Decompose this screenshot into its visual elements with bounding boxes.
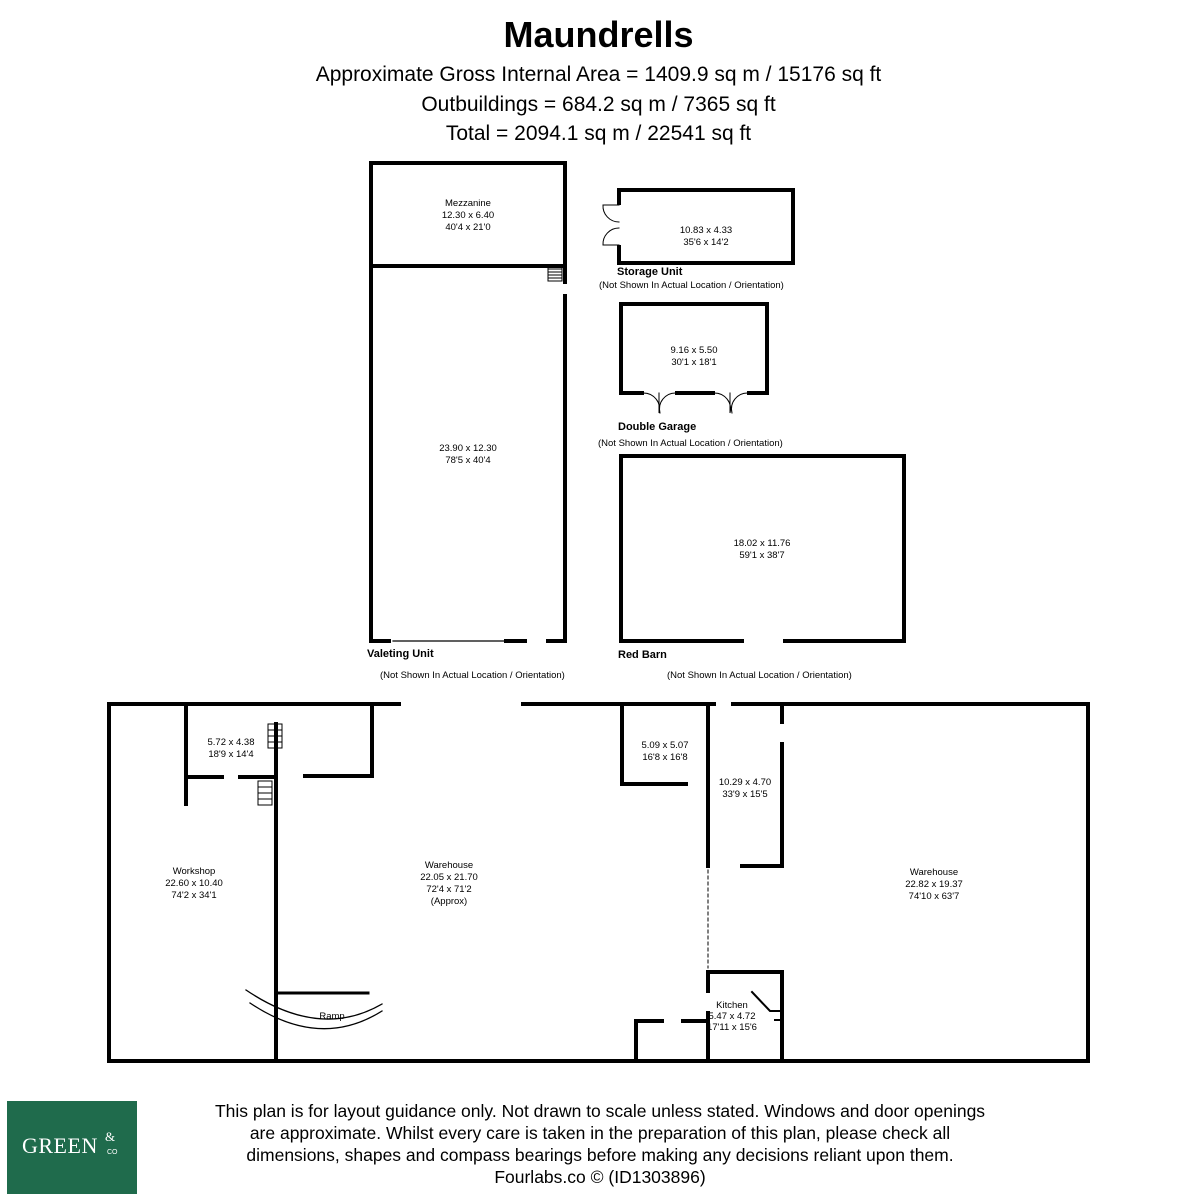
workshop-name: Workshop	[172, 866, 216, 877]
warehouse-1-imperial: 72'4 x 71'2	[426, 884, 472, 895]
warehouse-1-note: (Approx)	[430, 896, 468, 907]
warehouse-1-metric: 22.05 x 21.70	[420, 872, 478, 883]
valeting-not-shown-note: (Not Shown In Actual Location / Orientation)	[380, 670, 565, 681]
valeting-unit-walls	[371, 163, 565, 641]
workshop-imperial: 74'2 x 34'1	[171, 890, 217, 901]
disclaimer-line: This plan is for layout guidance only. Not drawn to scale unless stated. Windows and door openings	[214, 1101, 986, 1121]
garage-metric: 9.16 x 5.50	[670, 345, 718, 356]
kitchen-details	[752, 992, 782, 1020]
double-garage-label: Double Garage	[618, 421, 697, 433]
garage-not-shown-note: (Not Shown In Actual Location / Orientation)	[598, 438, 783, 449]
small-room-1-metric: 5.72 x 4.38	[207, 737, 255, 748]
small-room-2-imperial: 16'8 x 16'8	[642, 752, 688, 763]
logo-co: CO	[107, 1149, 118, 1156]
mezzanine-name: Mezzanine	[445, 198, 491, 209]
warehouse-2-name: Warehouse	[909, 867, 959, 878]
garage-imperial: 30'1 x 18'1	[671, 357, 717, 368]
outbuildings-area: Outbuildings = 684.2 sq m / 7365 sq ft	[421, 93, 776, 116]
valeting-imperial: 78'5 x 40'4	[445, 455, 491, 466]
mid-room-metric: 10.29 x 4.70	[718, 777, 772, 788]
red-barn-metric: 18.02 x 11.76	[733, 538, 791, 549]
mid-room-imperial: 33'9 x 15'5	[722, 789, 768, 800]
small-room-1-imperial: 18'9 x 14'4	[208, 749, 254, 760]
mezzanine-stairs	[548, 266, 562, 281]
plan-title: Maundrells	[503, 14, 694, 55]
red-barn-not-shown-note: (Not Shown In Actual Location / Orientation)	[667, 670, 852, 681]
green-co-logo	[7, 1101, 137, 1194]
storage-not-shown-note: (Not Shown In Actual Location / Orientation)	[599, 280, 784, 291]
gross-internal-area: Approximate Gross Internal Area = 1409.9 sq m / 15176 sq ft	[315, 63, 882, 86]
kitchen-name: Kitchen	[716, 1000, 748, 1011]
warehouse-1-name: Warehouse	[424, 860, 474, 871]
logo-name: GREEN	[22, 1133, 98, 1158]
disclaimer	[160, 1100, 1040, 1188]
garage-doors	[643, 393, 748, 413]
storage-metric: 10.83 x 4.33	[679, 225, 733, 236]
kitchen-imperial: 17'11 x 15'6	[707, 1022, 757, 1033]
warehouse-2-metric: 22.82 x 19.37	[905, 879, 963, 890]
copyright-line: Fourlabs.co © (ID1303896)	[494, 1167, 706, 1187]
storage-door	[603, 205, 619, 245]
disclaimer-line: are approximate. Whilst every care is taken in the preparation of this plan, please check all	[249, 1123, 951, 1143]
red-barn-imperial: 59'1 x 38'7	[739, 550, 785, 561]
ramp-shape	[246, 990, 382, 1029]
logo-amp: &	[105, 1129, 116, 1144]
storage-unit-label: Storage Unit	[617, 266, 683, 278]
disclaimer-line: dimensions, shapes and compass bearings before making any decisions reliant upon them.	[246, 1145, 954, 1165]
kitchen-metric: 5.47 x 4.72	[708, 1011, 756, 1022]
warehouse-2-imperial: 74'10 x 63'7	[908, 891, 960, 902]
total-area: Total = 2094.1 sq m / 22541 sq ft	[445, 122, 752, 145]
red-barn-label: Red Barn	[618, 649, 667, 661]
storage-imperial: 35'6 x 14'2	[683, 237, 729, 248]
workshop-metric: 22.60 x 10.40	[165, 878, 223, 889]
small-room-2-metric: 5.09 x 5.07	[641, 740, 689, 751]
valeting-unit-label: Valeting Unit	[367, 648, 434, 660]
main-stairs	[258, 724, 282, 805]
mezzanine-metric: 12.30 x 6.40	[441, 210, 495, 221]
mezzanine-imperial: 40'4 x 21'0	[445, 222, 491, 233]
valeting-metric: 23.90 x 12.30	[439, 443, 497, 454]
ramp-label: Ramp	[319, 1011, 345, 1022]
